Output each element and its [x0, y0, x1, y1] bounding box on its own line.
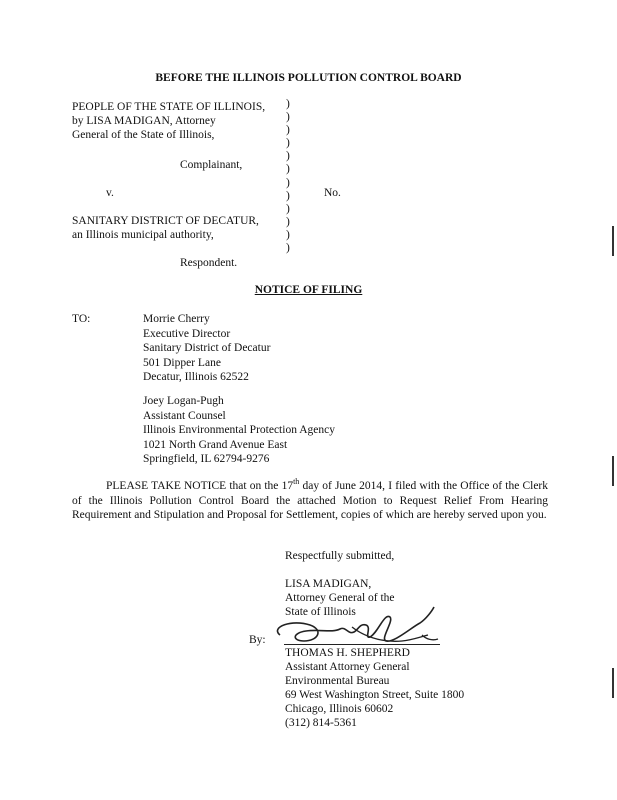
recipient-2-line: 1021 North Grand Avenue East	[143, 438, 288, 451]
attorney-line: Assistant Attorney General	[285, 661, 410, 673]
complainant-line-1: PEOPLE OF THE STATE OF ILLINOIS,	[72, 101, 266, 113]
complainant-line-3: General of the State of Illinois,	[72, 129, 215, 141]
recipient-block-1	[143, 312, 270, 385]
versus-label: v.	[106, 187, 114, 199]
signature-line	[284, 644, 440, 645]
notice-paragraph	[72, 479, 548, 523]
attorney-line: 69 West Washington Street, Suite 1800	[285, 689, 465, 701]
scan-mark	[612, 456, 614, 486]
notice-lead: PLEASE TAKE NOTICE that on the 17	[106, 480, 294, 492]
respondent-label: Respondent.	[180, 257, 238, 269]
notice-rest: day of June 2014, I filed with the Office of the Clerk of the Illinois Pollution Control Board the attached Motion to Request Relief From Hearing Requirement and Stipulation and Proposal for Settlement, copies of which are hereby served upon you.	[72, 480, 549, 522]
to-label: TO:	[72, 313, 91, 325]
notice-title: NOTICE OF FILING	[254, 284, 363, 296]
complainant-label: Complainant,	[180, 159, 243, 171]
attorney-block	[285, 646, 464, 730]
recipient-2-line: Assistant Counsel	[143, 409, 226, 422]
recipient-1-line: Decatur, Illinois 62522	[143, 371, 249, 383]
signatory-line: State of Illinois	[285, 606, 356, 618]
recipient-2-line: Illinois Environmental Protection Agency	[143, 424, 335, 436]
complainant-line-2: by LISA MADIGAN, Attorney	[72, 115, 216, 127]
by-label: By:	[249, 634, 266, 646]
recipient-1-line: Morrie Cherry	[143, 313, 210, 325]
respondent-line-1: SANITARY DISTRICT OF DECATUR,	[72, 215, 259, 227]
signatory-line: LISA MADIGAN,	[285, 578, 372, 590]
attorney-line: Environmental Bureau	[285, 675, 390, 687]
board-title: BEFORE THE ILLINOIS POLLUTION CONTROL BOARD	[155, 72, 462, 84]
recipient-1-line: 501 Dipper Lane	[143, 356, 221, 369]
recipient-1-line: Executive Director	[143, 327, 231, 340]
recipient-1-line: Sanitary District of Decatur	[143, 342, 271, 354]
recipient-2-line: Joey Logan-Pugh	[143, 395, 224, 407]
respondent-line-2: an Illinois municipal authority,	[72, 229, 214, 241]
attorney-line: THOMAS H. SHEPHERD	[285, 647, 410, 659]
caption-paren-column: ) ) ) ) ) ) ) ) ) ) ) )	[286, 98, 290, 255]
recipient-block-2	[143, 394, 335, 467]
signatory-line: Attorney General of the	[285, 592, 395, 604]
recipient-2-line: Springfield, IL 62794-9276	[143, 453, 270, 465]
scan-mark	[612, 668, 614, 698]
attorney-line: (312) 814-5361	[285, 717, 357, 729]
case-number-label: No.	[324, 187, 341, 199]
notice-sup: th	[293, 477, 300, 487]
attorney-line: Chicago, Illinois 60602	[285, 703, 394, 715]
scan-mark	[612, 226, 614, 256]
closing-text: Respectfully submitted,	[285, 550, 395, 562]
